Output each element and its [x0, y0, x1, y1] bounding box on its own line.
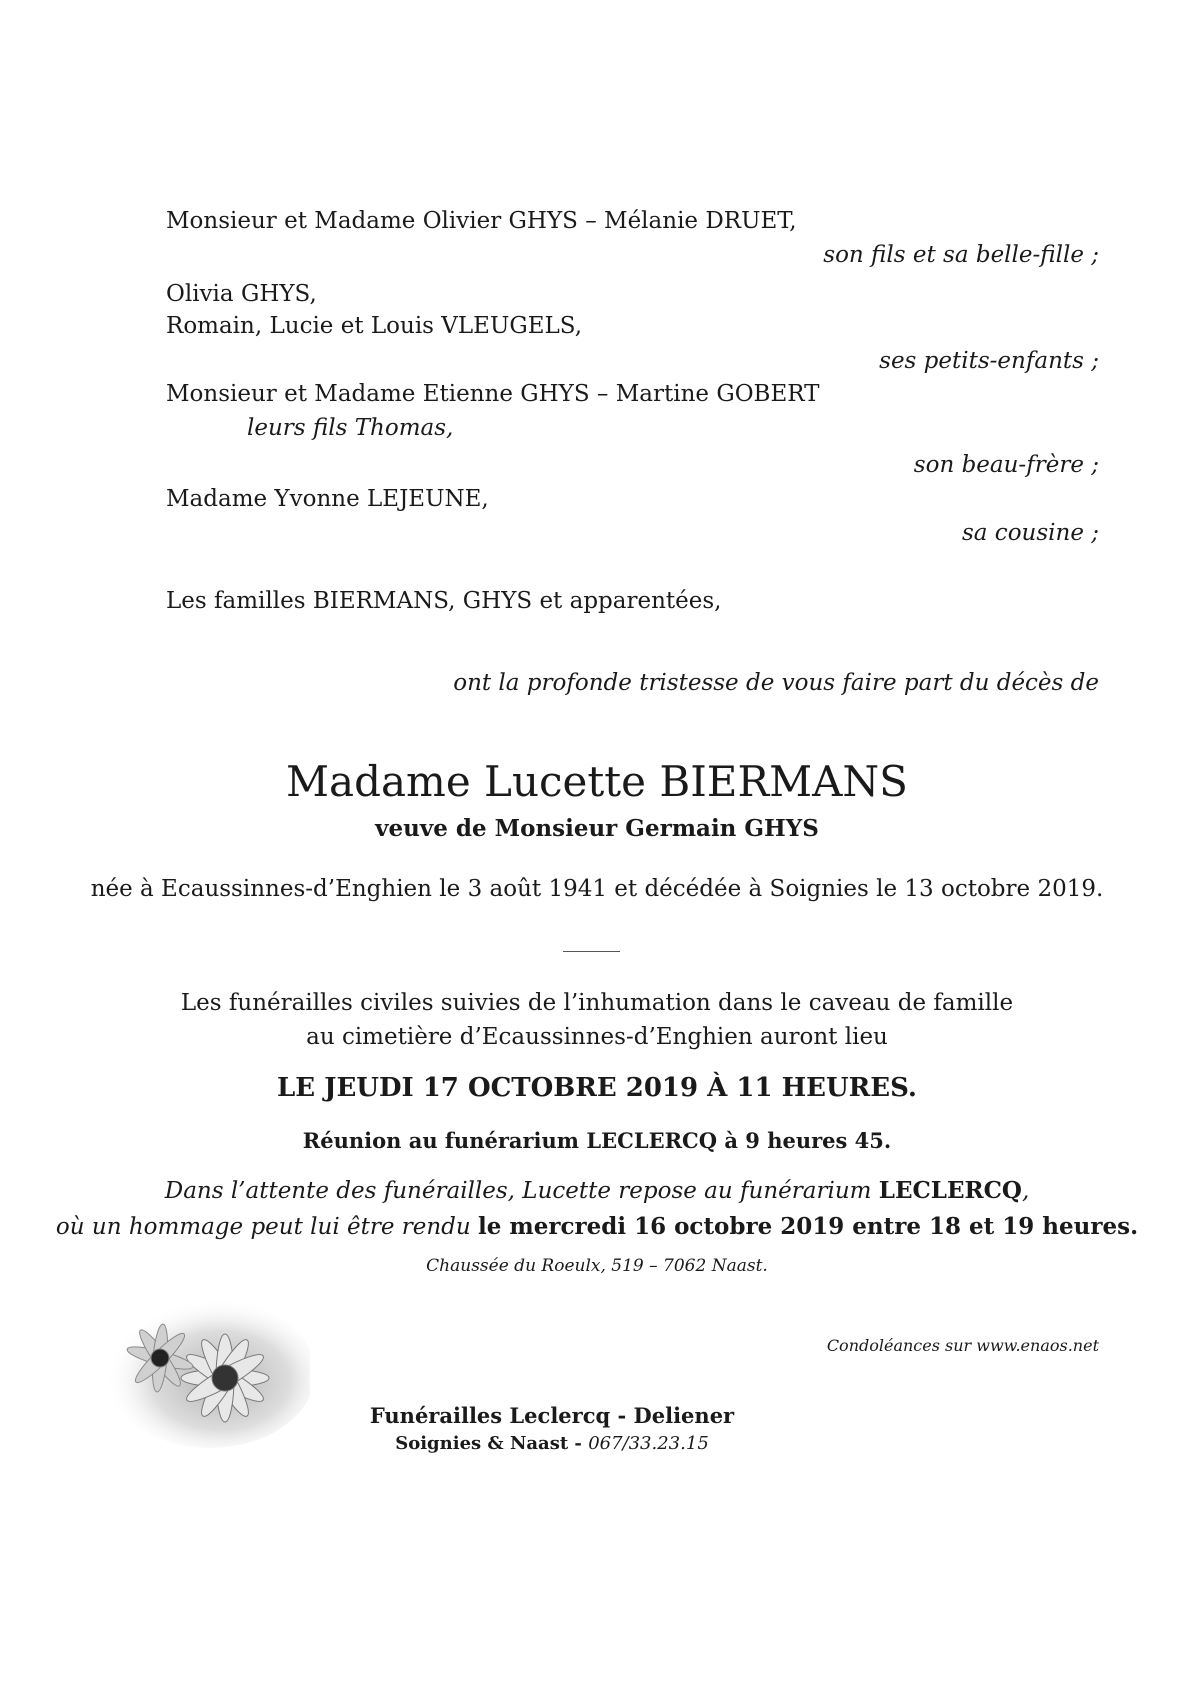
tribute-date: le mercredi 16 octobre 2019 entre 18 et 19 heures. — [478, 1213, 1139, 1240]
deceased-dates: née à Ecaussinnes-d’Enghien le 3 août 1941 et décédée à Soignies le 13 octobre 2019. — [90, 876, 1104, 902]
firm-phone: 067/33.23.15 — [588, 1433, 709, 1454]
funeral-firm-contact — [0, 1433, 1104, 1454]
mourner-line-4: Monsieur et Madame Etienne GHYS – Martine GOBERT — [166, 381, 820, 407]
mourner-line-3: Romain, Lucie et Louis VLEUGELS, — [166, 313, 583, 339]
funeral-line-2: au cimetière d’Ecaussinnes-d’Enghien auront lieu — [306, 1024, 888, 1050]
address: Chaussée du Roeulx, 519 – 7062 Naast. — [426, 1256, 768, 1276]
wait-comma: , — [1021, 1178, 1030, 1204]
wait-line — [0, 1177, 1194, 1204]
tribute-text: où un hommage peut lui être rendu — [55, 1214, 479, 1240]
mourner-line-6: Les familles BIERMANS, GHYS et apparentées, — [166, 588, 722, 614]
deceased-widow: veuve de Monsieur Germain GHYS — [375, 815, 819, 842]
relation-grandchildren: ses petits-enfants ; — [879, 348, 1099, 374]
wait-funeral-home: LECLERCQ — [878, 1177, 1022, 1204]
funeral-firm-name: Funérailles Leclercq - Deliener — [369, 1403, 735, 1428]
deceased-name: Madame Lucette BIERMANS — [286, 757, 908, 806]
announcement: ont la profonde tristesse de vous faire part du décès de — [453, 670, 1099, 696]
relation-brother-in-law: son beau-frère ; — [913, 452, 1099, 478]
funeral-date: LE JEUDI 17 OCTOBRE 2019 À 11 HEURES. — [277, 1073, 917, 1103]
condolences-link[interactable]: Condoléances sur www.enaos.net — [826, 1336, 1099, 1355]
relation-son: son fils et sa belle-fille ; — [823, 242, 1099, 268]
firm-locations: Soignies & Naast - — [395, 1433, 589, 1454]
funeral-line-1: Les funérailles civiles suivies de l’inhumation dans le caveau de famille — [180, 990, 1014, 1016]
mourner-line-2: Olivia GHYS, — [166, 281, 317, 307]
mourner-line-4-sons: leurs fils Thomas, — [247, 415, 454, 441]
mourner-line-5: Madame Yvonne LEJEUNE, — [166, 486, 489, 512]
tribute-line — [0, 1213, 1194, 1240]
reunion-note: Réunion au funérarium LECLERCQ à 9 heures 45. — [302, 1128, 892, 1153]
mourner-line-1: Monsieur et Madame Olivier GHYS – Mélanie DRUET, — [166, 208, 797, 234]
relation-cousin: sa cousine ; — [961, 520, 1099, 546]
wait-text: Dans l’attente des funérailles, Lucette repose au funérarium — [164, 1178, 879, 1204]
separator-line — [563, 951, 620, 952]
